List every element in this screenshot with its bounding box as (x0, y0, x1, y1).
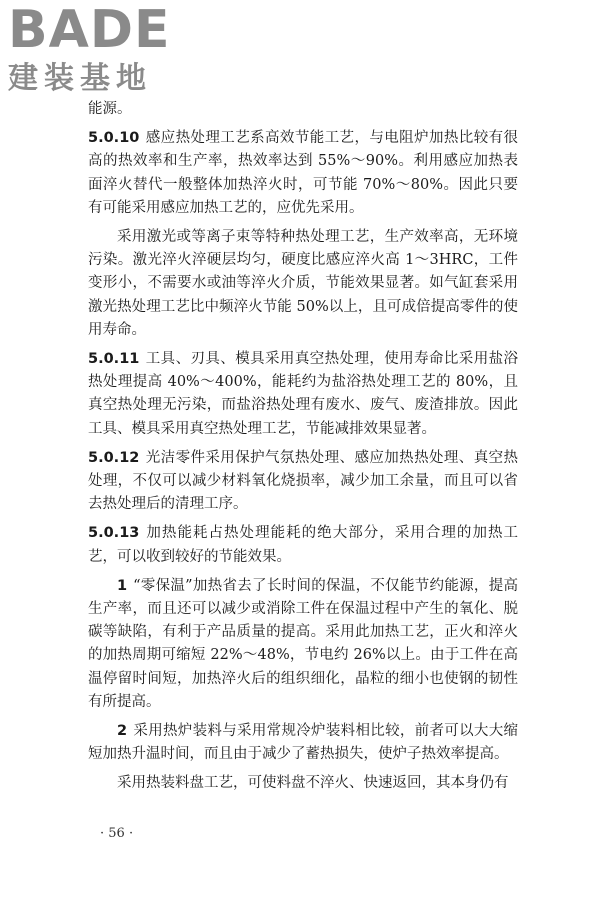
list-item-1 (88, 575, 518, 714)
item-text: 采用热炉装料与采用常规冷炉装料相比较，前者可以大大缩短加热升温时间，而且由于减少了蓄热损失，使炉子热效率提高。 (88, 723, 518, 763)
clause-5-0-12 (88, 447, 518, 517)
page-number: · 56 · (100, 826, 134, 841)
paragraph-text: 采用热装料盘工艺，可使料盘不淬火、快速返回，其本身仍有 (117, 775, 509, 792)
clause-5-0-10 (88, 127, 518, 220)
clause-number: 5.0.12 (88, 449, 140, 466)
clause-text: 加热能耗占热处理能耗的绝大部分，采用合理的加热工艺，可以收到较好的节能效果。 (88, 525, 518, 565)
watermark-brand: BADE (8, 0, 171, 60)
clause-5-0-13 (88, 522, 518, 568)
clause-number: 5.0.13 (88, 525, 140, 542)
paragraph (88, 98, 518, 121)
clause-number: 5.0.11 (88, 351, 140, 368)
clause-text: 工具、刃具、模具采用真空热处理，使用寿命比采用盐浴热处理提高 40%～400%，能耗约为盐浴热处理工艺的 80%，且真空热处理无污染，而盐浴热处理有废水、废气、废渣排放。因此工具、模具采用真空热处理工艺，节能减排效果显著。 (88, 351, 518, 437)
list-item-2 (88, 720, 518, 766)
clause-text: 光洁零件采用保护气氛热处理、感应加热热处理、真空热处理，不仅可以减少材料氧化烧损率，减少加工余量，而且可以省去热处理后的清理工序。 (88, 449, 518, 513)
clause-text: 感应热处理工艺系高效节能工艺，与电阻炉加热比较有很高的热效率和生产率，热效率达到 55%～90%。利用感应加热表面淬火替代一般整体加热淬火时，可节能 70%～80%。因此只要有可能采用感应加热工艺的，应优先采用。 (88, 130, 518, 216)
paragraph-text: 采用激光或等离子束等特种热处理工艺，生产效率高，无环境污染。激光淬火淬硬层均匀，硬度比感应淬火高 1～3HRC，工件变形小，不需要水或油等淬火介质，节能效果显著。如气缸套采用激光热处理工艺比中频淬火节能 50%以上，且可成倍提高零件的使用寿命。 (88, 229, 518, 338)
page-body (88, 98, 518, 796)
watermark-logo (8, 0, 208, 100)
paragraph (88, 772, 518, 795)
watermark-subtitle: 建装基地 (8, 61, 152, 96)
clause-number: 5.0.10 (88, 130, 140, 147)
item-text: “零保温”加热省去了长时间的保温，不仅能节约能源，提高生产率，而且还可以减少或消除工件在保温过程中产生的氧化、脱碳等缺陷，有利于产品质量的提高。采用此加热工艺，正火和淬火的加热周期可缩短 22%～48%，节电约 26%以上。由于工件在高温停留时间短，加热淬火后的组织细化，晶粒的细小也使钢的韧性有所提高。 (88, 577, 518, 710)
paragraph (88, 226, 518, 342)
paragraph-text: 能源。 (88, 101, 132, 117)
clause-5-0-11 (88, 348, 518, 441)
item-number: 2 (117, 723, 128, 740)
item-number: 1 (117, 577, 128, 594)
